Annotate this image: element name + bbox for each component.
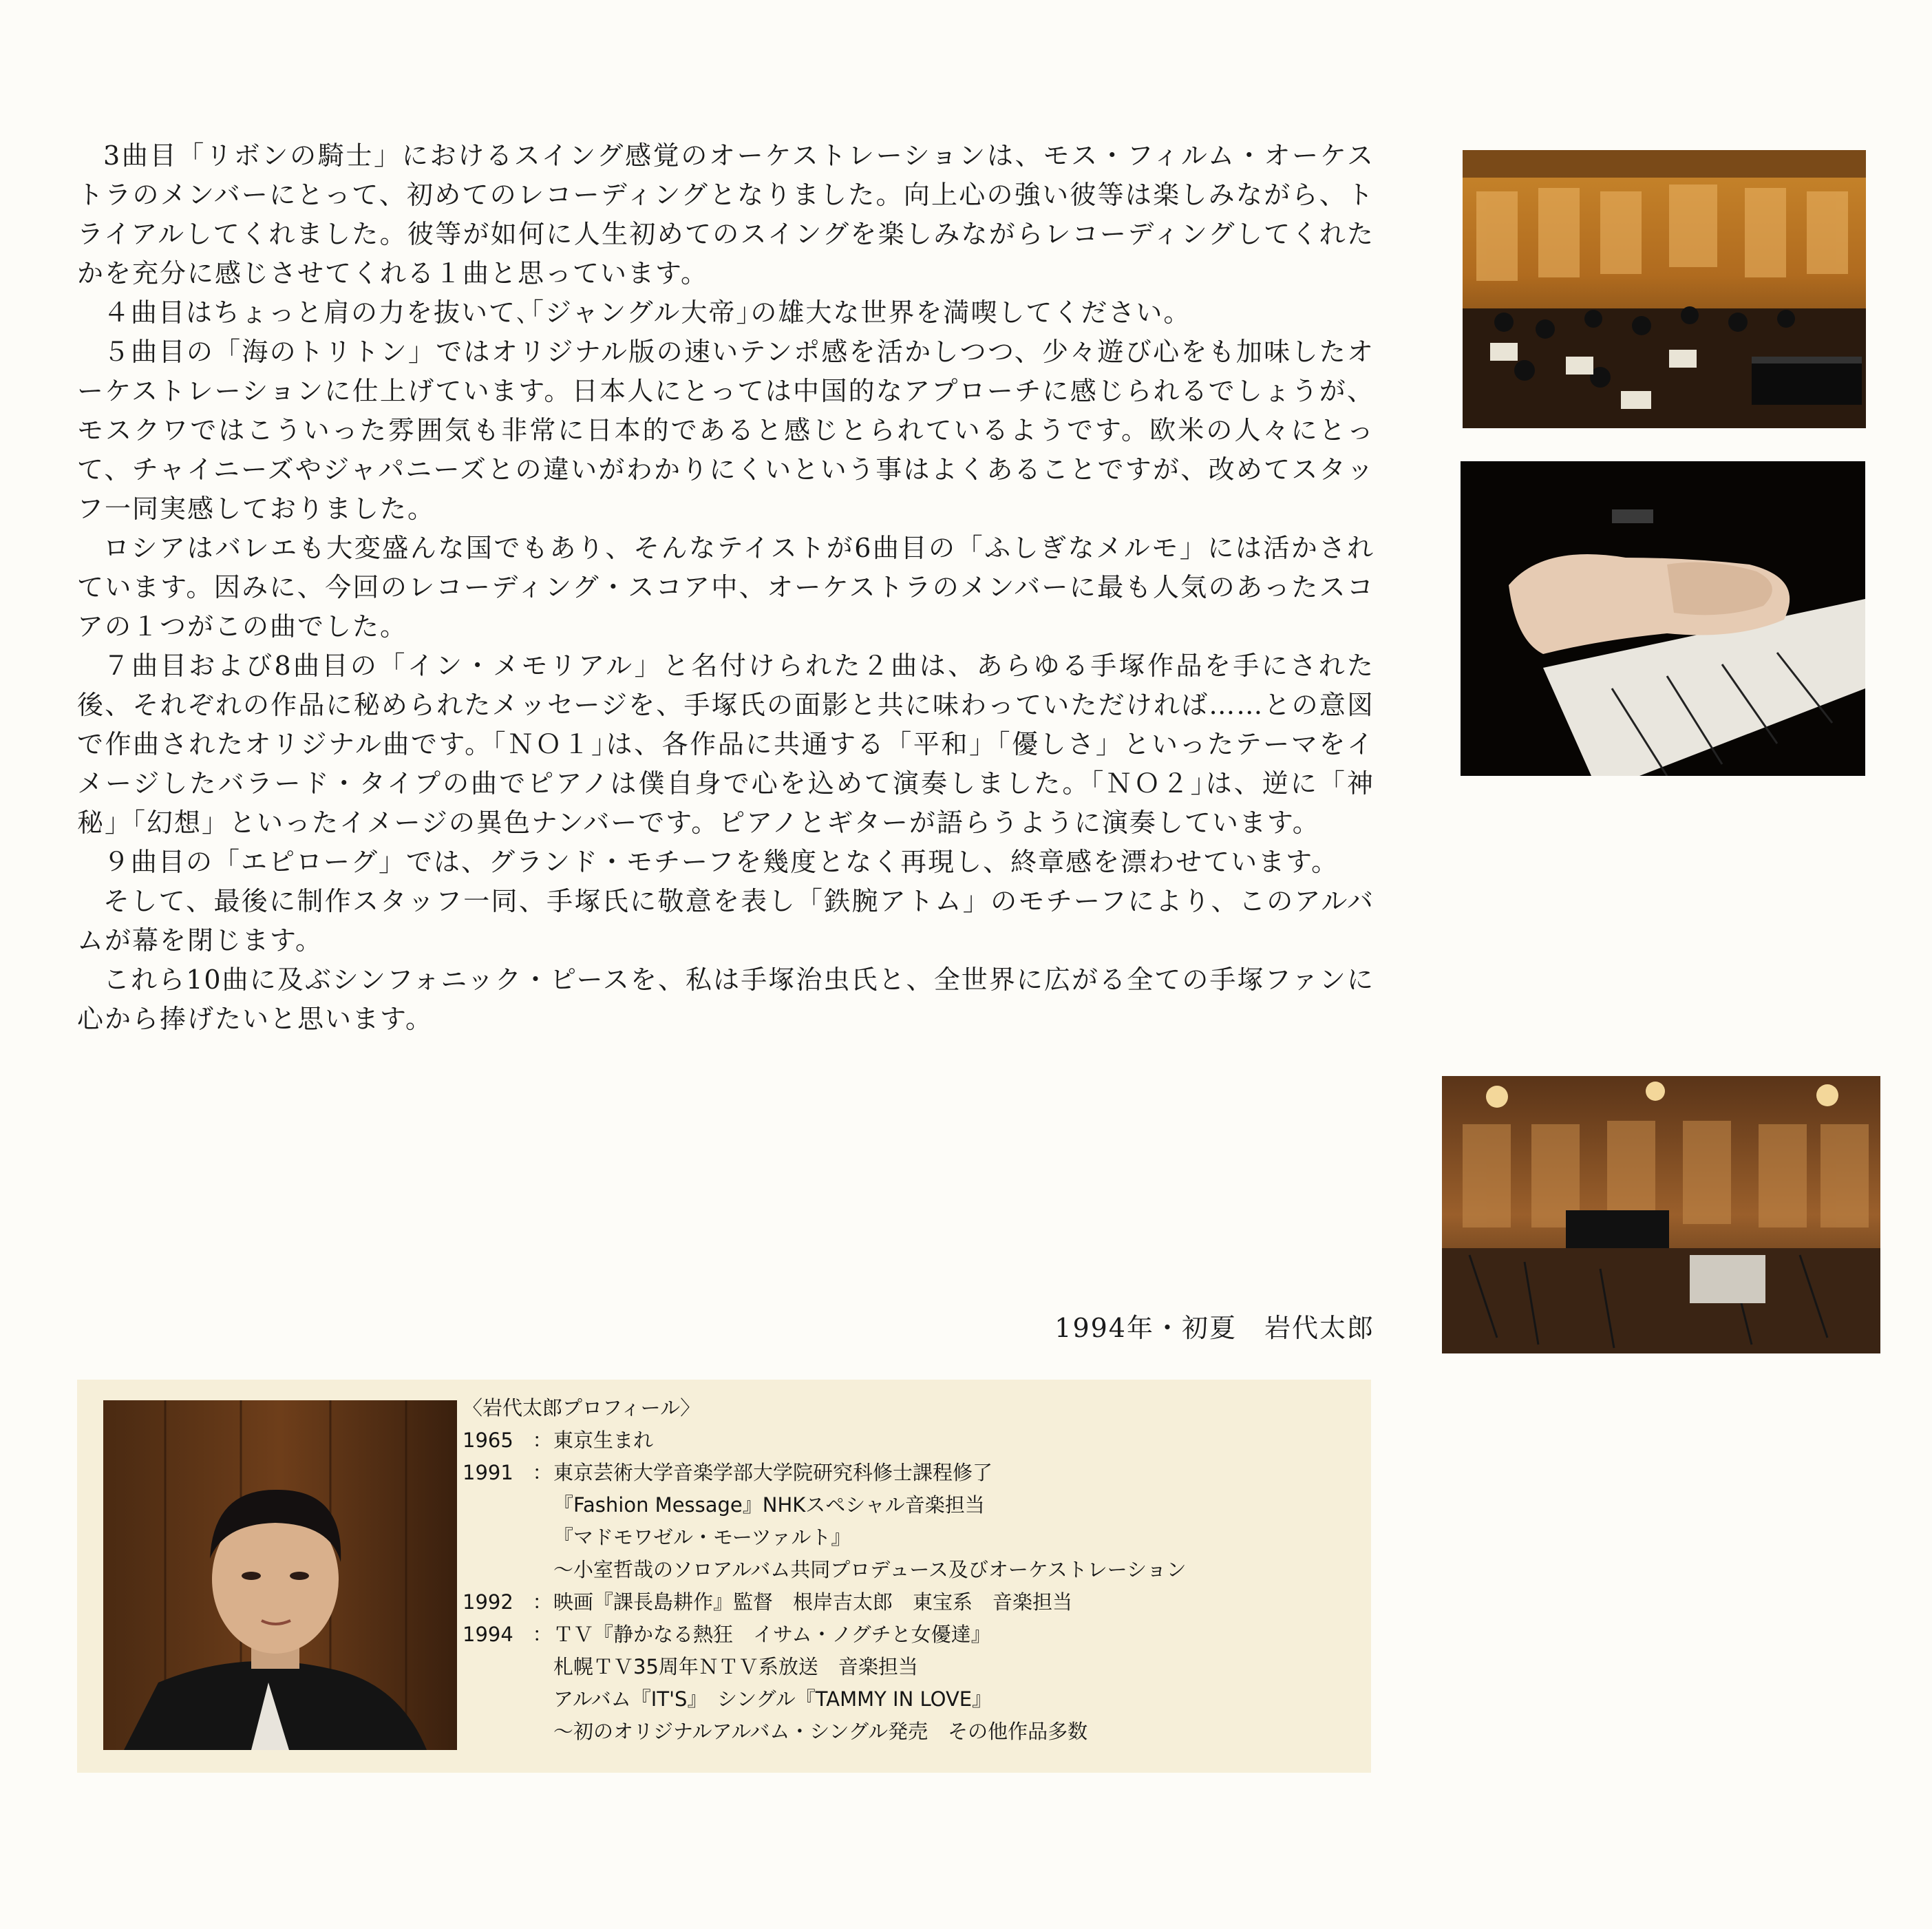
profile-line: 『Fashion Message』NHKスペシャル音楽担当	[553, 1493, 985, 1517]
composer-portrait	[103, 1400, 457, 1750]
paragraph-track9: ９曲目の「エピローグ」では、グランド・モチーフを幾度となく再現し、終章感を漂わせています。	[103, 847, 1339, 877]
profile-line: 映画『課長島耕作』監督 根岸吉太郎 東宝系 音楽担当	[553, 1590, 1073, 1614]
profile-line: 〜初のオリジナルアルバム・シングル発売 その他作品多数	[553, 1720, 1088, 1743]
profile-line: 札幌ＴＶ35周年ＮＴＶ系放送 音楽担当	[553, 1655, 918, 1678]
profile-year: 1991	[463, 1461, 513, 1484]
profile-line: アルバム『IT'S』 シングル『TAMMY IN LOVE』	[553, 1687, 992, 1711]
studio-stage-photo	[1442, 1076, 1880, 1353]
piano-hands-photo	[1461, 461, 1865, 776]
orchestra-recording-photo	[1463, 150, 1866, 428]
profile-line: 東京生まれ	[553, 1429, 654, 1452]
profile-entry-1992	[463, 1586, 1364, 1619]
profile-title: 〈岩代太郎プロフィール〉	[463, 1396, 701, 1420]
paragraph-dedication: これら10曲に及ぶシンフォニック・ピースを、私は手塚治虫氏と、全世界に広がる全ての手塚ファンに心から捧げたいと思います。	[77, 964, 1374, 1034]
profile-year: 1992	[463, 1590, 513, 1614]
profile-year: 1965	[463, 1429, 513, 1452]
profile-colon: ：	[532, 1623, 553, 1646]
profile-line: 東京芸術大学音楽学部大学院研究科修士課程修了	[553, 1461, 993, 1484]
profile-text	[463, 1392, 1364, 1748]
paragraph-track6: ロシアはバレエも大変盛んな国でもあり、そんなテイストが6曲目の「ふしぎなメルモ」には活かされています。因みに、今回のレコーディング・スコア中、オーケストラのメンバーに最も人気のあったスコアの１つがこの曲でした。	[77, 533, 1374, 642]
profile-entry-1991	[463, 1457, 1364, 1489]
profile-colon: ：	[532, 1590, 553, 1614]
profile-entry-1994	[463, 1619, 1364, 1651]
profile-year: 1994	[463, 1623, 513, 1646]
paragraph-track4: ４曲目はちょっと肩の力を抜いて､｢ジャングル大帝｣の雄大な世界を満喫してください。	[103, 297, 1191, 328]
essay-body	[77, 136, 1374, 1039]
signature: 1994年・初夏 岩代太郎	[1054, 1313, 1374, 1343]
profile-colon: ：	[532, 1461, 553, 1484]
profile-line: 〜小室哲哉のソロアルバム共同プロデュース及びオーケストレーション	[553, 1558, 1187, 1581]
paragraph-finale: そして、最後に制作スタッフ一同、手塚氏に敬意を表し「鉄腕アトム」のモチーフにより、このアルバムが幕を閉じます。	[77, 886, 1374, 956]
paragraph-track7-8: ７曲目および8曲目の「イン・メモリアル」と名付けられた２曲は、あらゆる手塚作品を手にされた後、それぞれの作品に秘められたメッセージを、手塚氏の面影と共に味わっていただければ……との意図で作曲されたオリジナル曲です。｢ＮＯ１｣は、各作品に共通する「平和」「優しさ」といったテーマをイメージしたバラード・タイプの曲でピアノは僕自身で心を込めて演奏しました。｢ＮＯ２｣は、逆に「神秘」「幻想」といったイメージの異色ナンバーです。ピアノとギターが語らうように演奏しています。	[77, 651, 1374, 838]
profile-line: ＴＶ『静かなる熱狂 イサム・ノグチと女優達』	[553, 1623, 991, 1646]
paragraph-track5: ５曲目の「海のトリトン」ではオリジナル版の速いテンポ感を活かしつつ、少々遊び心をも加味したオーケストレーションに仕上げています。日本人にとっては中国的なアプローチに感じられるでしょうが、モスクワではこういった雰囲気も非常に日本的であると感じとられているようです。欧米の人々にとって、チャイニーズやジャパニーズとの違いがわかりにくいという事はよくあることですが、改めてスタッフ一同実感しておりました。	[77, 337, 1374, 524]
profile-entry-1965	[463, 1424, 1364, 1457]
profile-colon: ：	[532, 1429, 553, 1452]
profile-line: 『マドモワゼル・モーツァルト』	[553, 1526, 851, 1549]
paragraph-track3: 3曲目「リボンの騎士」におけるスイング感覚のオーケストレーションは、モス・フィルム・オーケストラのメンバーにとって、初めてのレコーディングとなりました。向上心の強い彼等は楽しみながら、トライアルしてくれました。彼等が如何に人生初めてのスイングを楽しみながらレコーディングしてくれたかを充分に感じさせてくれる１曲と思っています。	[77, 140, 1374, 288]
